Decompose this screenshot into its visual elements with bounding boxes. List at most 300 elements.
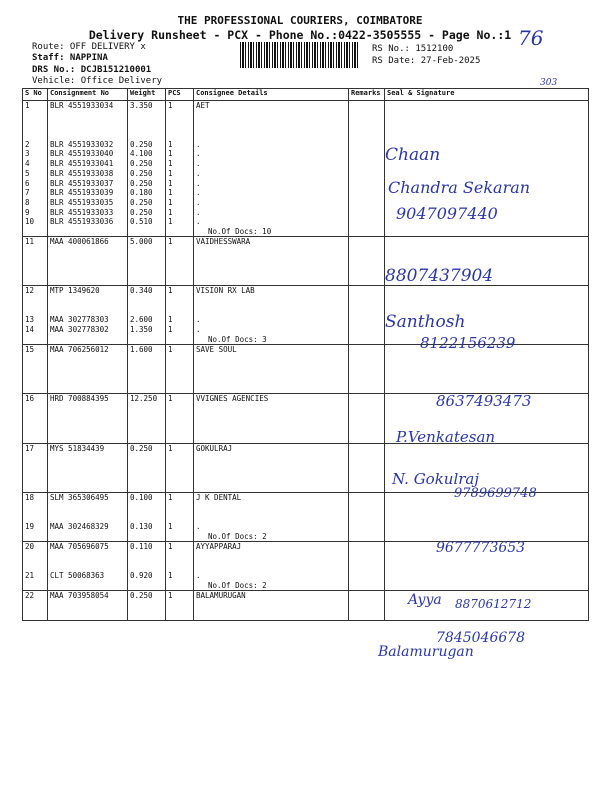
cell-pcs (166, 394, 194, 443)
cell-line: . (196, 315, 201, 325)
col-weight: Weight (128, 89, 166, 101)
cell-line (25, 120, 45, 130)
cell-remarks (349, 394, 385, 443)
cell-line (50, 473, 125, 483)
cell-line: 15 (25, 344, 35, 354)
cell-line (168, 482, 191, 492)
cell-consignee (194, 236, 349, 285)
cell-line: MTP 1349620 (50, 286, 100, 296)
cell-sno (23, 101, 48, 237)
cell-line (130, 503, 163, 513)
cell-weight (128, 443, 166, 492)
cell-line (168, 247, 191, 257)
cell-line (130, 111, 163, 121)
cell-line (168, 423, 191, 433)
cell-line (168, 120, 191, 130)
cell-line (196, 414, 346, 424)
cell-line (130, 453, 163, 463)
cell-line: 1.600 (130, 344, 153, 354)
cell-weight (128, 590, 166, 620)
cell-line (50, 600, 125, 610)
cell-line (130, 266, 163, 276)
cell-line (196, 473, 346, 483)
cell-line: HRD 700884395 (50, 394, 109, 404)
cell-line: BLR 4551933039 (50, 188, 114, 198)
cell-line (25, 306, 45, 316)
cell-line (25, 423, 45, 433)
cell-line: 1 (168, 188, 173, 198)
cell-line: . (196, 570, 201, 580)
cell-weight (128, 101, 166, 237)
cell-line: 0.250 (130, 159, 153, 169)
cell-line (196, 384, 346, 394)
col-consignment: Consignment No (48, 89, 128, 101)
cell-line (25, 473, 45, 483)
cell-line: . (196, 207, 201, 217)
cell-line: 10 (25, 217, 35, 227)
cell-weight (128, 236, 166, 285)
cell-line (168, 296, 191, 306)
cell-line: BLR 4551933041 (50, 159, 114, 169)
cell-consignment (48, 236, 128, 285)
cell-line: 3.350 (130, 101, 153, 110)
cell-consignment (48, 590, 128, 620)
cell-pcs (166, 344, 194, 393)
cell-consignment (48, 394, 128, 443)
cell-line (50, 561, 125, 571)
cell-line (168, 473, 191, 483)
cell-weight (128, 286, 166, 344)
cell-line: . (196, 168, 201, 178)
route-label: Route: OFF DELIVERY x (32, 42, 146, 52)
runsheet-title: Delivery Runsheet - PCX - Phone No.:0422-3505555 - Page No.:1 (88, 28, 512, 42)
cell-line (25, 111, 45, 121)
cell-line: 1 (168, 590, 173, 600)
cell-line: MAA 705696075 (50, 541, 109, 551)
cell-line (196, 404, 346, 414)
cell-line (196, 552, 346, 562)
cell-line (25, 266, 45, 276)
cell-line: 1 (168, 139, 173, 149)
staff-label: Staff: NAPPINA (32, 53, 108, 63)
cell-line (50, 552, 125, 562)
cell-line: 1 (168, 101, 173, 110)
cell-line (130, 384, 163, 394)
cell-line: 19 (25, 522, 35, 532)
cell-line (25, 355, 45, 365)
cell-line (25, 453, 45, 463)
cell-line (168, 276, 191, 286)
cell-line: 0.250 (130, 139, 153, 149)
cell-line: 1 (168, 207, 173, 217)
cell-line (25, 433, 45, 443)
cell-line (168, 256, 191, 266)
docs-count: No.Of Docs: 2 (208, 531, 267, 541)
cell-line (168, 600, 191, 610)
cell-line (196, 355, 346, 365)
cell-line (168, 552, 191, 562)
cell-line: 1 (168, 217, 173, 227)
cell-line: 17 (25, 443, 35, 453)
cell-line (130, 513, 163, 523)
signature-phone-1: 9047097440 (396, 204, 498, 223)
cell-pcs (166, 541, 194, 590)
cell-line: 2 (25, 139, 30, 149)
cell-line (196, 120, 346, 130)
cell-line: 1 (168, 522, 173, 532)
cell-consignee (194, 286, 349, 344)
cell-line (168, 404, 191, 414)
cell-line (50, 130, 125, 140)
cell-line (25, 610, 45, 620)
cell-line (168, 414, 191, 424)
rs-date: RS Date: 27-Feb-2025 (372, 56, 481, 66)
handwritten-corner-number: 76 (518, 26, 544, 50)
cell-line (168, 513, 191, 523)
cell-consignment (48, 101, 128, 237)
cell-line (130, 433, 163, 443)
cell-line: AYYAPPARAJ (196, 541, 242, 551)
cell-line: . (196, 139, 201, 149)
cell-line (130, 374, 163, 384)
cell-line (196, 306, 346, 316)
cell-line: 0.250 (130, 197, 153, 207)
cell-line (130, 130, 163, 140)
cell-line: MYS 51834439 (50, 443, 105, 453)
cell-pcs (166, 443, 194, 492)
cell-line (25, 503, 45, 513)
signature-phone-5: 9789699748 (454, 486, 537, 501)
cell-line: VAIDHESSWARA (196, 236, 251, 246)
cell-line (196, 600, 346, 610)
cell-pcs (166, 590, 194, 620)
cell-line (196, 266, 346, 276)
cell-line (130, 561, 163, 571)
cell-line (25, 414, 45, 424)
cell-line: . (196, 325, 201, 335)
cell-line: 1 (168, 286, 173, 296)
cell-remarks (349, 541, 385, 590)
cell-line (130, 423, 163, 433)
barcode (240, 42, 360, 68)
cell-line (25, 513, 45, 523)
cell-line (50, 355, 125, 365)
drs-number: DRS No.: DCJB151210001 (32, 65, 152, 75)
cell-sno (23, 344, 48, 393)
cell-line: AET (196, 101, 210, 110)
cell-consignment (48, 344, 128, 393)
cell-line (25, 384, 45, 394)
cell-line: 1 (168, 443, 173, 453)
signature-phone-4: 8637493473 (436, 392, 532, 410)
cell-remarks (349, 236, 385, 285)
docs-count: No.Of Docs: 2 (208, 580, 267, 590)
cell-line (50, 384, 125, 394)
cell-line (196, 130, 346, 140)
cell-line: . (196, 188, 201, 198)
cell-line (168, 384, 191, 394)
rs-number: RS No.: 1512100 (372, 44, 454, 54)
cell-sno (23, 443, 48, 492)
cell-line: 0.340 (130, 286, 153, 296)
table-row (23, 236, 589, 285)
cell-line: J K DENTAL (196, 493, 242, 503)
cell-pcs (166, 493, 194, 542)
cell-line (50, 364, 125, 374)
cell-line (130, 463, 163, 473)
cell-sno (23, 236, 48, 285)
cell-consignment (48, 493, 128, 542)
cell-pcs (166, 286, 194, 344)
cell-line: BLR 4551933037 (50, 178, 114, 188)
cell-line (196, 482, 346, 492)
cell-remarks (349, 590, 385, 620)
cell-line: 1 (168, 315, 173, 325)
cell-line (25, 256, 45, 266)
cell-line (130, 610, 163, 620)
cell-line: . (196, 178, 201, 188)
cell-line: 0.920 (130, 570, 153, 580)
table-header-row (23, 89, 589, 101)
cell-line: BALAMURUGAN (196, 590, 246, 600)
cell-line: 13 (25, 315, 35, 325)
signature-phone-3: 8122156239 (420, 334, 516, 352)
cell-line (50, 276, 125, 286)
cell-line: MAA 302778303 (50, 315, 109, 325)
cell-line: 21 (25, 570, 35, 580)
cell-consignee (194, 101, 349, 237)
cell-consignee (194, 443, 349, 492)
cell-line (196, 513, 346, 523)
cell-line (168, 355, 191, 365)
cell-line: BLR 4551933034 (50, 101, 114, 110)
cell-line: 1 (168, 178, 173, 188)
cell-line (25, 276, 45, 286)
cell-line (130, 296, 163, 306)
cell-line (130, 364, 163, 374)
cell-line (25, 374, 45, 384)
col-remarks: Remarks (349, 89, 385, 101)
cell-remarks (349, 101, 385, 237)
signature-phone-7: 8870612712 (455, 597, 532, 611)
cell-line: 1 (25, 101, 30, 110)
docs-count: No.Of Docs: 10 (208, 226, 272, 236)
cell-line (196, 423, 346, 433)
cell-line: 1 (168, 394, 173, 404)
cell-line: 22 (25, 590, 35, 600)
cell-line: 0.250 (130, 168, 153, 178)
cell-line (50, 453, 125, 463)
cell-line (25, 552, 45, 562)
cell-sno (23, 286, 48, 344)
cell-line (196, 364, 346, 374)
cell-consignee (194, 344, 349, 393)
cell-line: 1 (168, 493, 173, 503)
signature-3: Santhosh (385, 312, 466, 332)
cell-line (196, 463, 346, 473)
cell-consignee (194, 493, 349, 542)
cell-line: BLR 4551933035 (50, 197, 114, 207)
cell-line (168, 266, 191, 276)
cell-line: 12 (25, 286, 35, 296)
cell-line: MAA 302778302 (50, 325, 109, 335)
cell-consignment (48, 541, 128, 590)
cell-weight (128, 344, 166, 393)
handwritten-corner-number-2: 303 (540, 78, 558, 88)
cell-line (50, 503, 125, 513)
cell-line (130, 256, 163, 266)
cell-line: . (196, 149, 201, 159)
cell-line: MAA 302468329 (50, 522, 109, 532)
cell-line (50, 374, 125, 384)
cell-line (50, 120, 125, 130)
cell-line (168, 453, 191, 463)
cell-line: BLR 4551933036 (50, 217, 114, 227)
cell-line (50, 111, 125, 121)
cell-line: 0.100 (130, 493, 153, 503)
cell-line (130, 120, 163, 130)
cell-line (168, 364, 191, 374)
table-row (23, 101, 589, 237)
cell-line: 3 (25, 149, 30, 159)
col-sno: S No (23, 89, 48, 101)
cell-line: 4 (25, 159, 30, 169)
cell-line (130, 414, 163, 424)
cell-line: VISION RX LAB (196, 286, 255, 296)
cell-line: MAA 400061866 (50, 236, 109, 246)
cell-line: 7 (25, 188, 30, 198)
cell-line: SAVE SOUL (196, 344, 237, 354)
cell-line: GOKULRAJ (196, 443, 233, 453)
cell-line (130, 600, 163, 610)
cell-line (196, 433, 346, 443)
cell-line (25, 130, 45, 140)
cell-line: 5.000 (130, 236, 153, 246)
cell-sno (23, 541, 48, 590)
cell-consignee (194, 541, 349, 590)
cell-line (50, 266, 125, 276)
cell-line (50, 404, 125, 414)
cell-line (25, 364, 45, 374)
cell-line (50, 247, 125, 257)
cell-sno (23, 394, 48, 443)
signature-phone-6: 9677773653 (436, 540, 526, 556)
cell-line (130, 552, 163, 562)
cell-line: 6 (25, 178, 30, 188)
cell-line (196, 296, 346, 306)
signature-7: Balamurugan (378, 644, 474, 660)
cell-line (196, 247, 346, 257)
cell-line: 0.250 (130, 443, 153, 453)
cell-line (50, 513, 125, 523)
cell-line (168, 130, 191, 140)
col-seal-signature: Seal & Signature (385, 89, 589, 101)
cell-line: 0.510 (130, 217, 153, 227)
cell-line (130, 247, 163, 257)
cell-pcs (166, 236, 194, 285)
cell-line: BLR 4551933040 (50, 149, 114, 159)
cell-line: BLR 4551933038 (50, 168, 114, 178)
cell-line (196, 503, 346, 513)
cell-line (50, 306, 125, 316)
cell-line (130, 473, 163, 483)
cell-line (25, 463, 45, 473)
cell-consignee (194, 590, 349, 620)
cell-line (50, 482, 125, 492)
cell-line (168, 374, 191, 384)
cell-line: 11 (25, 236, 35, 246)
cell-line: 0.250 (130, 178, 153, 188)
cell-line (25, 600, 45, 610)
cell-pcs (166, 101, 194, 237)
cell-line: 0.250 (130, 590, 153, 600)
cell-line (50, 610, 125, 620)
cell-remarks (349, 443, 385, 492)
cell-consignment (48, 443, 128, 492)
cell-line: 2.600 (130, 315, 153, 325)
cell-line (130, 276, 163, 286)
cell-weight (128, 541, 166, 590)
cell-line: . (196, 522, 201, 532)
cell-line (196, 111, 346, 121)
signature-5: N. Gokulraj (392, 470, 480, 488)
cell-line (50, 414, 125, 424)
cell-line: 1 (168, 570, 173, 580)
cell-line (50, 256, 125, 266)
cell-line: 1 (168, 159, 173, 169)
signature-2: Chandra Sekaran (388, 178, 531, 197)
cell-line (25, 247, 45, 257)
cell-line: 4.100 (130, 149, 153, 159)
cell-line (50, 433, 125, 443)
cell-line (25, 404, 45, 414)
cell-line: VVIGNES AGENCIES (196, 394, 269, 404)
cell-line: 1 (168, 149, 173, 159)
cell-line (168, 463, 191, 473)
cell-remarks (349, 286, 385, 344)
cell-sno (23, 590, 48, 620)
cell-remarks (349, 493, 385, 542)
cell-line: 14 (25, 325, 35, 335)
cell-line (50, 423, 125, 433)
cell-line (25, 296, 45, 306)
col-pcs: PCS (166, 89, 194, 101)
cell-line (130, 404, 163, 414)
cell-line: MAA 703958054 (50, 590, 109, 600)
signature-phone-2: 8807437904 (385, 266, 494, 286)
cell-line: 12.250 (130, 394, 158, 404)
cell-line: . (196, 197, 201, 207)
cell-line: 1 (168, 344, 173, 354)
cell-line (168, 306, 191, 316)
cell-line: CLT 50068363 (50, 570, 105, 580)
vehicle-label: Vehicle: Office Delivery (32, 76, 163, 86)
cell-line: 9 (25, 207, 30, 217)
cell-line: 20 (25, 541, 35, 551)
signature-4: P.Venkatesan (396, 428, 496, 446)
cell-line: 8 (25, 197, 30, 207)
cell-line: 0.130 (130, 522, 153, 532)
cell-line: SLM 365306495 (50, 493, 109, 503)
cell-line: 1 (168, 168, 173, 178)
cell-line: 1 (168, 197, 173, 207)
cell-line: BLR 4551933032 (50, 139, 114, 149)
cell-line (130, 482, 163, 492)
cell-line: 16 (25, 394, 35, 404)
cell-line (50, 463, 125, 473)
company-name: THE PROFESSIONAL COURIERS, COIMBATORE (177, 14, 423, 27)
cell-line: . (196, 159, 201, 169)
